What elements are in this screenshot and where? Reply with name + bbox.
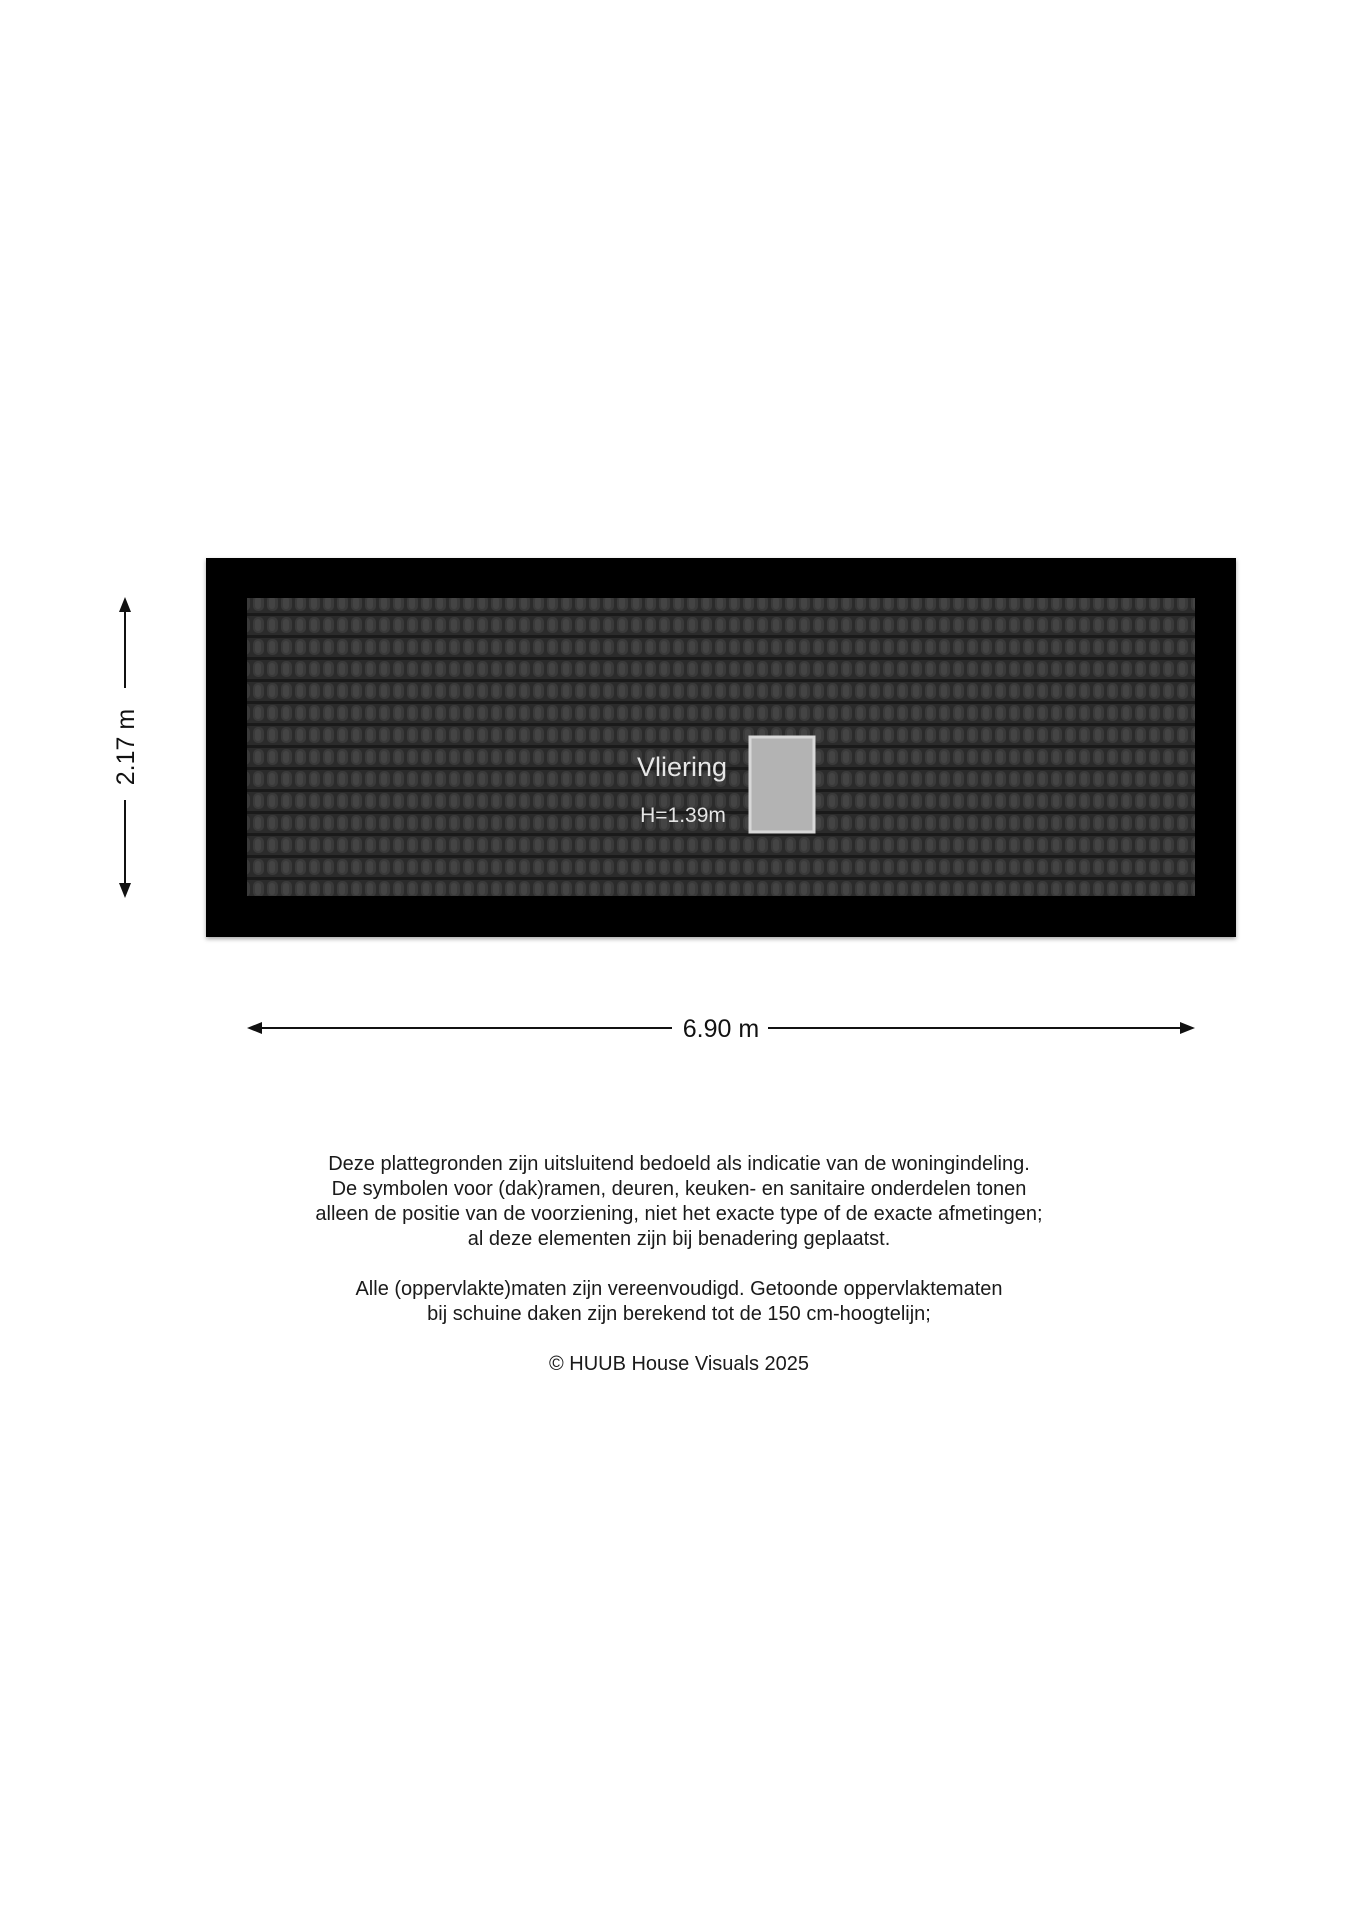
roof-window xyxy=(750,737,814,832)
depth-dimension xyxy=(112,597,140,898)
room-name: Vliering xyxy=(636,752,728,782)
arrow-right-icon xyxy=(1180,1022,1195,1034)
disclaimer-line: Alle (oppervlakte)maten zijn vereenvoudigd. Getoonde oppervlaktematen xyxy=(355,1278,1003,1300)
arrow-down-icon xyxy=(119,883,131,898)
roof-tile-area xyxy=(247,598,1195,896)
depth-dimension-label: 2.17 m xyxy=(112,708,140,786)
disclaimer-line: al deze elementen zijn bij benadering geplaatst. xyxy=(467,1228,891,1250)
copyright: © HUUB House Visuals 2025 xyxy=(548,1353,810,1375)
disclaimer-line: De symbolen voor (dak)ramen, deuren, keuken- en sanitaire onderdelen tonen xyxy=(331,1178,1027,1200)
room-height: H=1.39m xyxy=(640,804,726,827)
disclaimer-line: alleen de positie van de voorziening, niet het exacte type of de exacte afmetingen; xyxy=(315,1203,1043,1225)
disclaimer-line: bij schuine daken zijn berekend tot de 150 cm-hoogtelijn; xyxy=(427,1303,931,1325)
arrow-left-icon xyxy=(247,1022,262,1034)
disclaimer-paragraph-2 xyxy=(200,1277,1158,1327)
width-dimension-label: 6.90 m xyxy=(682,1015,760,1043)
disclaimer-line: Deze plattegronden zijn uitsluitend bedoeld als indicatie van de woningindeling. xyxy=(328,1153,1030,1175)
width-dimension xyxy=(247,1015,1195,1043)
arrow-up-icon xyxy=(119,597,131,612)
disclaimer xyxy=(200,1152,1158,1402)
disclaimer-paragraph-1 xyxy=(200,1152,1158,1252)
